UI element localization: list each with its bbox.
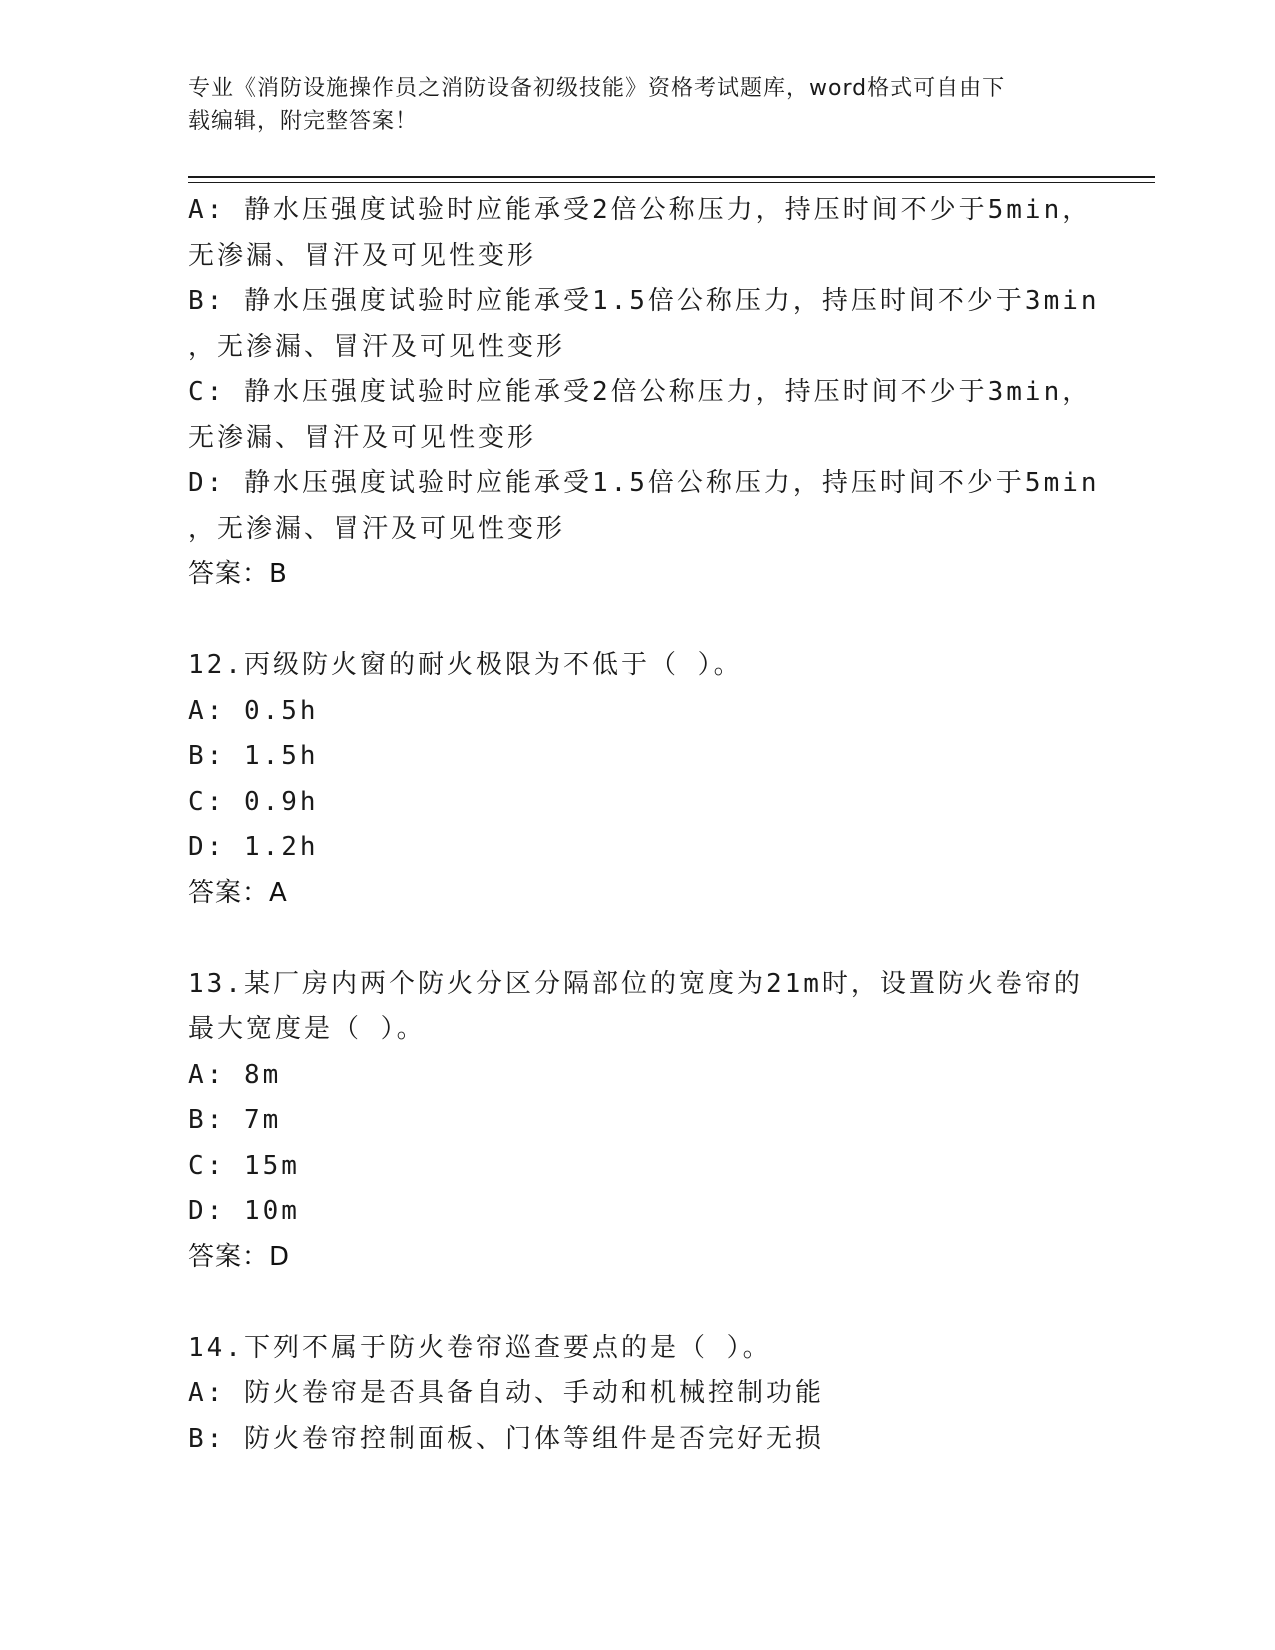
q12-option-b: B: 1.5h <box>188 741 319 771</box>
q11-option-d <box>188 461 1100 552</box>
q11-option-b <box>188 279 1100 370</box>
spacer <box>188 598 1088 644</box>
q13-option-c: C: 15m <box>188 1150 300 1181</box>
question-content <box>188 188 1100 1462</box>
q12-option-d: D: 1.2h <box>188 832 319 862</box>
q12-question: 12.丙级防火窗的耐火极限为不低于（ ）。 <box>188 650 743 680</box>
q12-answer: 答案：A <box>188 877 288 908</box>
q11-option-a <box>188 188 1092 279</box>
q13-option-d: D: 10m <box>188 1196 300 1226</box>
q13-option-b: B: 7m <box>188 1105 282 1135</box>
document-header <box>188 72 1068 138</box>
q11-answer: 答案：B <box>188 559 288 589</box>
q11-option-c <box>188 370 1092 461</box>
option-line: 无渗漏、冒汗及可见性变形 <box>188 240 537 271</box>
option-line: 无渗漏、冒汗及可见性变形 <box>188 422 537 453</box>
option-line: A: 静水压强度试验时应能承受2倍公称压力，持压时间不少于5min， <box>188 195 1092 225</box>
spacer <box>188 916 1088 962</box>
q13-option-a: A: 8m <box>188 1059 282 1090</box>
q13-answer: 答案：D <box>188 1241 291 1272</box>
spacer <box>188 1280 1088 1326</box>
option-line: ，无渗漏、冒汗及可见性变形 <box>188 513 566 544</box>
q14-question: 14.下列不属于防火卷帘巡查要点的是（ ）。 <box>188 1332 772 1363</box>
option-line: ，无渗漏、冒汗及可见性变形 <box>188 331 566 362</box>
option-line: C: 静水压强度试验时应能承受2倍公称压力，持压时间不少于3min， <box>188 377 1092 407</box>
q12-option-c: C: 0.9h <box>188 786 319 817</box>
q13-question-line-1: 13.某厂房内两个防火分区分隔部位的宽度为21m时，设置防火卷帘的 <box>188 968 1083 999</box>
header-line-2: 载编辑，附完整答案！ <box>188 109 419 134</box>
q12-option-a: A: 0.5h <box>188 695 319 726</box>
option-line: B: 静水压强度试验时应能承受1.5倍公称压力，持压时间不少于3min <box>188 286 1100 316</box>
header-line-1: 专业《消防设施操作员之消防设备初级技能》资格考试题库，word格式可自由下 <box>188 76 1006 101</box>
q13-question-line-2: 最大宽度是（ ）。 <box>188 1014 426 1044</box>
header-rule-thin <box>188 182 1155 183</box>
option-line: D: 静水压强度试验时应能承受1.5倍公称压力，持压时间不少于5min <box>188 468 1100 498</box>
q14-option-b: B: 防火卷帘控制面板、门体等组件是否完好无损 <box>188 1423 824 1454</box>
q14-option-a: A: 防火卷帘是否具备自动、手动和机械控制功能 <box>188 1378 824 1408</box>
header-rule-thick <box>188 176 1155 178</box>
